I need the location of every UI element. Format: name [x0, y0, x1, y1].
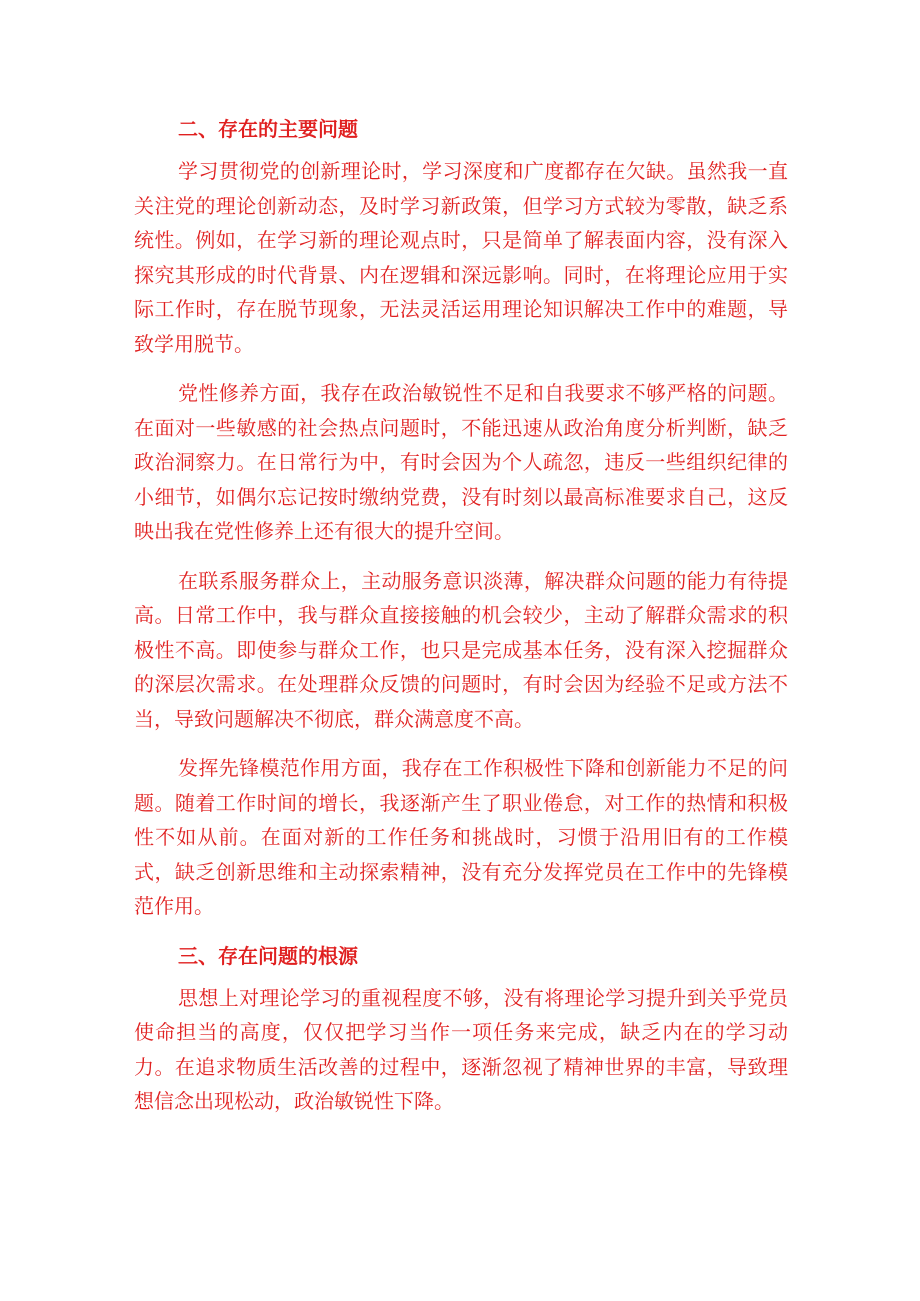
paragraph-serving-masses: 在联系服务群众上，主动服务意识淡薄，解决群众问题的能力有待提高。日常工作中，我与群众直接接触的机会较少，主动了解群众需求的积极性不高。即使参与群众工作，也只是完成基本任务，没有深入挖掘群众的深层次需求。在处理群众反馈的问题时，有时会因为经验不足或方法不当，导致问题解决不彻底，群众满意度不高。: [134, 568, 788, 731]
paragraph-vanguard-role: 发挥先锋模范作用方面，我存在工作积极性下降和创新能力不足的问题。随着工作时间的增长，我逐渐产生了职业倦怠，对工作的热情和积极性不如从前。在面对新的工作任务和挑战时，习惯于沿用旧有的工作模式，缺乏创新思维和主动探索精神，没有充分发挥党员在工作中的先锋模范作用。: [134, 756, 788, 918]
paragraph-theory-study: 学习贯彻党的创新理论时，学习深度和广度都存在欠缺。虽然我一直关注党的理论创新动态，及时学习新政策，但学习方式较为零散，缺乏系统性。例如，在学习新的理论观点时，只是简单了解表面内容，没有深入探究其形成的时代背景、内在逻辑和深远影响。同时，在将理论应用于实际工作时，存在脱节现象，无法灵活运用理论知识解决工作中的难题，导致学用脱节。: [134, 159, 788, 356]
paragraph-party-spirit: 党性修养方面，我存在政治敏锐性不足和自我要求不够严格的问题。在面对一些敏感的社会热点问题时，不能迅速从政治角度分析判断，缺乏政治洞察力。在日常行为中，有时会因为个人疏忽，违反一些组织纪律的小细节，如偶尔忘记按时缴纳党费，没有时刻以最高标准要求自己，这反映出我在党性修养上还有很大的提升空间。: [134, 381, 788, 543]
section-heading-main-problems: 二、存在的主要问题: [178, 117, 358, 141]
paragraph-root-cause-thinking: 思想上对理论学习的重视程度不够，没有将理论学习提升到关乎党员使命担当的高度，仅仅把学习当作一项任务来完成，缺乏内在的学习动力。在追求物质生活改善的过程中，逐渐忽视了精神世界的丰富，导致理想信念出现松动，政治敏锐性下降。: [134, 985, 788, 1113]
document-body: [134, 112, 788, 1119]
section-heading-root-causes: 三、存在问题的根源: [178, 943, 358, 968]
